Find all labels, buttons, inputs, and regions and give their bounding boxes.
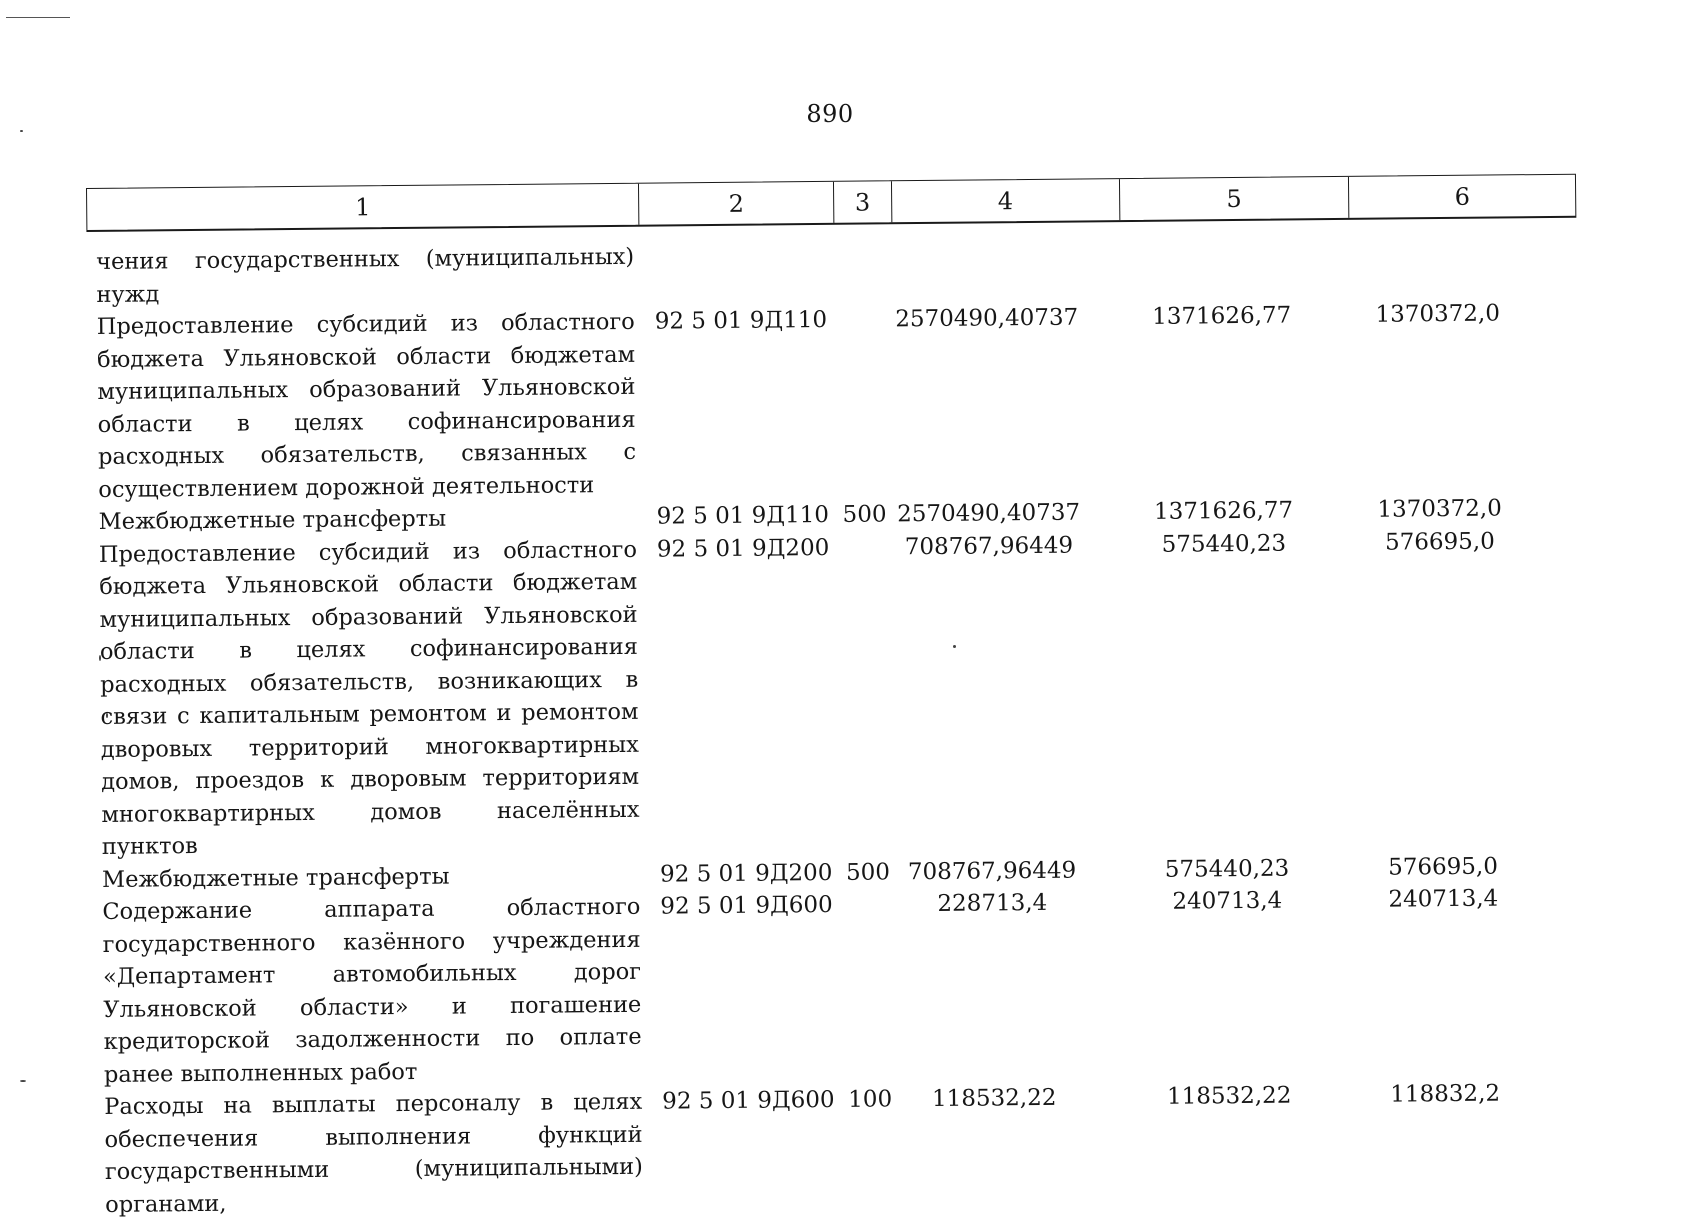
row-type: 500 bbox=[842, 501, 887, 528]
row-value-4: 708767,96449 bbox=[904, 532, 1074, 560]
row-value-6: 576695,0 bbox=[1384, 528, 1495, 556]
page-number: 890 bbox=[806, 100, 854, 128]
row-value-5: 1371626,77 bbox=[1152, 302, 1292, 330]
table-header bbox=[86, 174, 1576, 232]
table-row bbox=[104, 1077, 1595, 1221]
row-description: Предоставление субсидий из областного бюджета Ульяновской области бюджетам муниципальных образований Ульяновской области в целях софинансирования расходных обязательств, связанных с осуществлением дорожной деятельности bbox=[96, 308, 637, 503]
row-code: 92 5 01 9Д110 bbox=[654, 306, 828, 335]
scan-corner-line bbox=[6, 17, 70, 18]
row-description: чения государственных (муниципальных) нужд bbox=[96, 243, 635, 308]
row-value-6: 240713,4 bbox=[1388, 885, 1499, 913]
row-value-6: 1370372,0 bbox=[1377, 495, 1502, 523]
row-value-5: 1371626,77 bbox=[1153, 497, 1294, 525]
row-value-4: 708767,96449 bbox=[907, 857, 1077, 885]
header-col-6: 6 bbox=[1454, 182, 1471, 211]
row-description: Межбюджетные трансферты bbox=[101, 863, 450, 893]
header-col-4: 4 bbox=[892, 179, 1120, 222]
table-row bbox=[97, 297, 1589, 506]
row-code: 92 5 01 9Д600 bbox=[660, 891, 833, 920]
header-col-5: 5 bbox=[1120, 177, 1350, 220]
row-type: 500 bbox=[845, 858, 891, 886]
row-code: 92 5 01 9Д600 bbox=[662, 1086, 835, 1115]
row-code: 92 5 01 9Д110 bbox=[656, 501, 830, 530]
row-description: Расходы на выплаты персоналу в целях обеспечения выполнения функций государственными (муниципальными) органами, bbox=[104, 1088, 643, 1218]
header-col-3: 3 bbox=[834, 181, 892, 223]
row-value-4: 118532,22 bbox=[931, 1084, 1057, 1113]
table-body bbox=[96, 232, 1595, 1221]
header-col-2: 2 bbox=[639, 182, 834, 225]
row-type: 100 bbox=[848, 1086, 893, 1113]
row-value-5: 575440,23 bbox=[1164, 855, 1290, 883]
table-row bbox=[102, 882, 1594, 1091]
row-code: 92 5 01 9Д200 bbox=[659, 859, 833, 888]
row-description: Содержание аппарата областного государственного казённого учреждения «Департамент автомобильных дорог Ульяновской области» и погашение кредиторской задолженности по оплате ранее выполненных работ bbox=[102, 893, 642, 1088]
scan-speck bbox=[20, 130, 23, 132]
header-col-1: 1 bbox=[87, 184, 640, 230]
row-value-6: 576695,0 bbox=[1388, 853, 1499, 881]
row-value-6: 1370372,0 bbox=[1375, 300, 1501, 328]
row-value-4: 2570490,40737 bbox=[897, 499, 1081, 528]
row-description: Предоставление субсидий из областного бюджета Ульяновской области бюджетам муниципальных образований Ульяновской области в целях софинансирования расходных обязательств, возникающих в связи с капитальным ремонтом и ремонтом дворовых территорий многоквартирных домов, проездов к дворовым территориям многоквартирных домов населённых пунктов bbox=[98, 536, 640, 860]
table-row bbox=[99, 524, 1592, 863]
row-code: 92 5 01 9Д200 bbox=[656, 534, 830, 563]
row-value-4: 228713,4 bbox=[937, 889, 1048, 917]
row-value-4: 2570490,40737 bbox=[895, 304, 1079, 333]
row-description: Межбюджетные трансферты bbox=[98, 505, 447, 535]
row-value-6: 118832,2 bbox=[1390, 1080, 1501, 1108]
row-value-5: 240713,4 bbox=[1172, 887, 1283, 915]
row-value-5: 575440,23 bbox=[1161, 530, 1287, 558]
row-value-5: 118532,22 bbox=[1166, 1082, 1292, 1110]
scan-speck bbox=[20, 1080, 26, 1082]
